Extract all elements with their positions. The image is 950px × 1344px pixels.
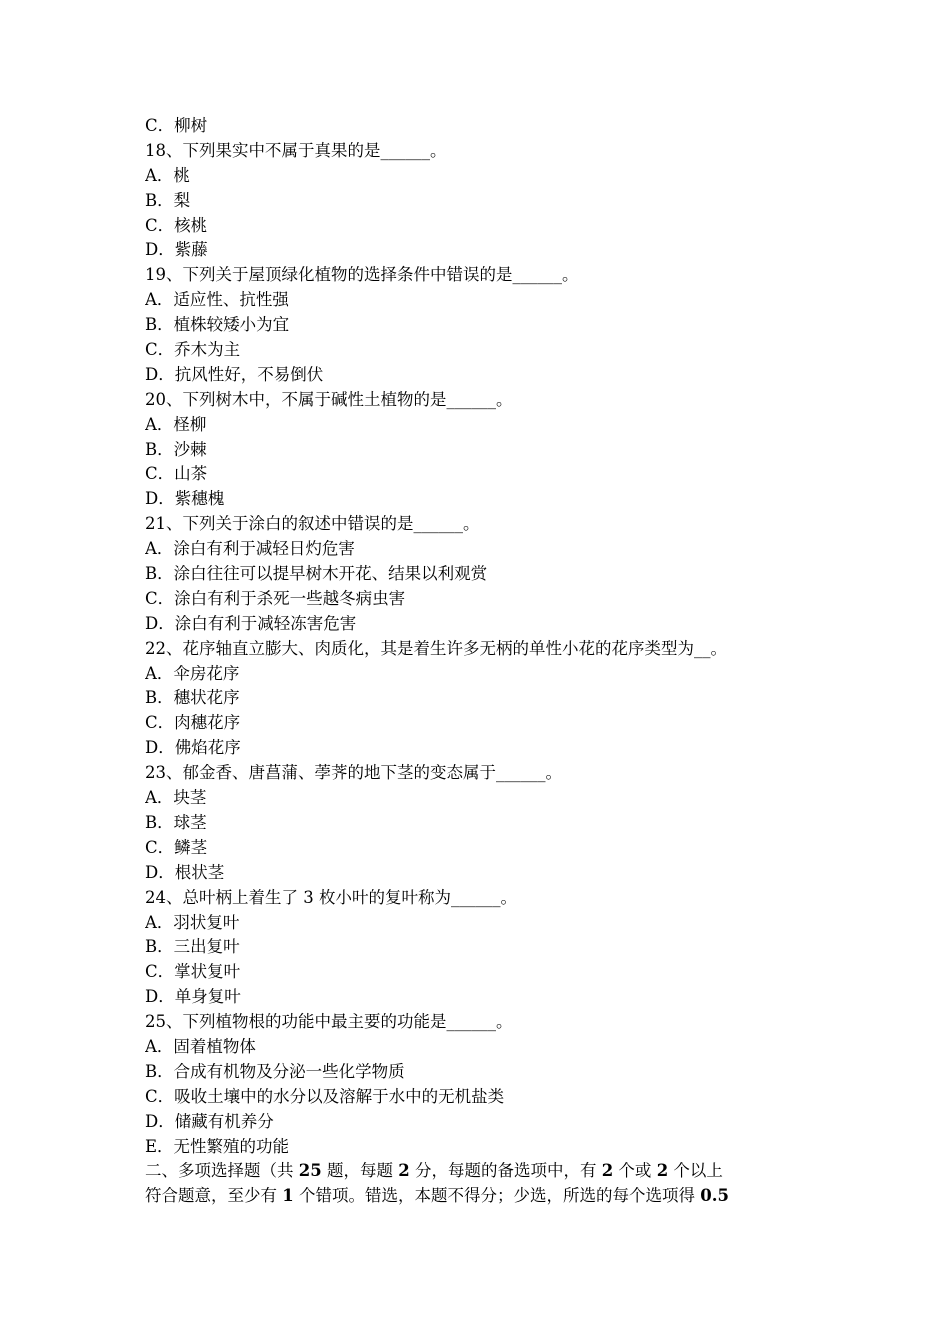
- answer-option: C．掌状复叶: [145, 962, 241, 982]
- min-correct-count: 2: [601, 1161, 614, 1180]
- wrong-option-count: 1: [282, 1186, 294, 1205]
- answer-option: D．抗风性好，不易倒伏: [145, 364, 324, 384]
- answer-option: B．植株较矮小为宜: [145, 315, 290, 335]
- text-segment: 个以上: [668, 1161, 723, 1180]
- text-segment: 个错项。错选，本题不得分；少选，所选的每个选项得: [293, 1186, 701, 1205]
- text-segment: 个或: [613, 1161, 657, 1180]
- question-stem: 25、下列植物根的功能中最主要的功能是______。: [145, 1012, 513, 1032]
- answer-option: D．佛焰花序: [145, 738, 241, 758]
- answer-option: B．沙棘: [145, 439, 207, 459]
- question-stem: 23、郁金香、唐菖蒲、荸荠的地下茎的变态属于______。: [145, 763, 562, 783]
- answer-option: B．合成有机物及分泌一些化学物质: [145, 1061, 405, 1081]
- answer-option: C．吸收土壤中的水分以及溶解于水中的无机盐类: [145, 1086, 505, 1106]
- answer-option: C．核桃: [145, 215, 208, 235]
- answer-option: B．梨: [145, 190, 191, 210]
- answer-option: C．鳞茎: [145, 837, 208, 857]
- answer-option: C．山茶: [145, 464, 208, 484]
- question-stem: 24、总叶柄上着生了 3 枚小叶的复叶称为______。: [145, 887, 517, 907]
- text-segment: 二、多项选择题（共: [145, 1161, 299, 1180]
- question-count: 25: [298, 1161, 322, 1180]
- answer-option: A．桃: [145, 165, 190, 185]
- min-correct-count-alt: 2: [656, 1161, 669, 1180]
- answer-option: D．单身复叶: [145, 987, 241, 1007]
- points-per-question: 2: [398, 1161, 410, 1180]
- text-segment: 题，每题: [321, 1161, 399, 1180]
- answer-option: A．伞房花序: [145, 663, 240, 683]
- answer-option: B．穗状花序: [145, 688, 240, 708]
- question-stem: 20、下列树木中，不属于碱性土植物的是______。: [145, 389, 513, 409]
- question-stem: 18、下列果实中不属于真果的是______。: [145, 140, 447, 160]
- text-segment: 符合题意，至少有: [145, 1186, 283, 1205]
- section-heading-line-2: [145, 1184, 810, 1209]
- answer-option: D．根状茎: [145, 862, 225, 882]
- section-heading-line-1: [145, 1159, 810, 1184]
- text-segment: 分，每题的备选项中，有: [409, 1161, 602, 1180]
- answer-option: D．涂白有利于减轻冻害危害: [145, 613, 357, 633]
- answer-option: B．三出复叶: [145, 937, 240, 957]
- answer-option: A．涂白有利于减轻日灼危害: [145, 539, 355, 559]
- answer-option: A．柽柳: [145, 414, 207, 434]
- answer-option: D．储藏有机养分: [145, 1111, 274, 1131]
- answer-option: C．涂白有利于杀死一些越冬病虫害: [145, 588, 406, 608]
- question-stem: 19、下列关于屋顶绿化植物的选择条件中错误的是______。: [145, 265, 579, 285]
- question-stem: 22、花序轴直立膨大、肉质化，其是着生许多无柄的单性小花的花序类型为__。: [145, 638, 727, 658]
- question-stem: 21、下列关于涂白的叙述中错误的是______。: [145, 514, 480, 534]
- partial-score: 0.5: [700, 1186, 729, 1205]
- answer-option: A．羽状复叶: [145, 912, 240, 932]
- answer-option: C．乔木为主: [145, 340, 241, 360]
- answer-option: B．球茎: [145, 812, 207, 832]
- answer-option: A．块茎: [145, 788, 207, 808]
- answer-option: D．紫藤: [145, 240, 208, 260]
- question-list: [145, 114, 810, 1159]
- answer-option: C．柳树: [145, 116, 208, 135]
- answer-option: E．无性繁殖的功能: [145, 1136, 290, 1156]
- answer-option: B．涂白往往可以提早树木开花、结果以利观赏: [145, 564, 488, 584]
- answer-option: A．固着植物体: [145, 1036, 256, 1056]
- answer-option: A．适应性、抗性强: [145, 290, 289, 310]
- answer-option: D．紫穗槐: [145, 489, 225, 509]
- answer-option: C．肉穗花序: [145, 713, 241, 733]
